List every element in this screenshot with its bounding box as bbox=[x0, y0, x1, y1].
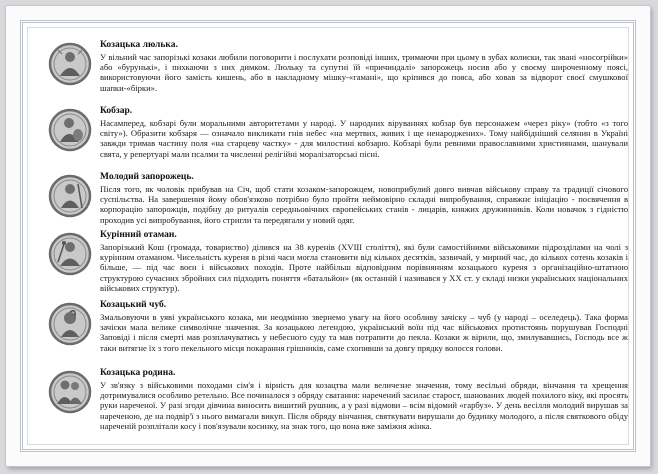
cossack-medal-icon bbox=[48, 108, 92, 152]
section-kurin-otaman bbox=[42, 230, 632, 300]
cossack-medal-icon bbox=[48, 302, 92, 346]
section-cossack-forelock bbox=[42, 300, 632, 366]
section-title: Козацький чуб. bbox=[100, 300, 167, 310]
section-young-cossack bbox=[42, 172, 632, 236]
section-body: Запорізький Кош (громада, товариство) ділився на 38 куренів (XVIII століття), які були самостійними військовими підрозділами на чолі з курінним отаманом. Чисельність куреня в різні часи могла становити від кількох десятків, зазвичай, у мирний час, до кількох сотень козаків і більше, — під час воєн і військових походів. Проте найбільш відповідним порівнянням козацького куреня з організаційно-штатною структурою сучасних збройних сил підходить поняття «батальйон» (як останній і називався у ХХ ст. у складі низки українських національних військових структур). bbox=[100, 242, 628, 293]
cossack-medal-icon bbox=[48, 232, 92, 276]
section-body: Змальовуючи в уяві українського козака, ми неодмінно звернемо увагу на його особливу зачіску – чуб (у народі – оселедець). Така форма зачіски мала велике символічне значення. За козацькою легендою, український воїн під час військових протистоянь порушував Господні Заповіді і після смерті мав розплачуватись у небесного суду та мав потрапити до пекла. Козаки ж вірили, що, змилувавшись, Господь все ж таки витягне їх з того пекельного місця покарання грішників, саме схопивши за довгу прядку волосся голови. bbox=[100, 312, 628, 353]
section-kobzar bbox=[42, 106, 632, 170]
section-body: У вільний час запорізькі козаки любили поговорити і послухати розповіді інших, тримаючи при цьому в зубах колиски, так звані «носогрійки» або «бурунькі», і пихкаючи з них димком. Люльку та супутні їй «причиндалі» запорожець носив або у своєму широченному поясі, використовуючи його замість кишень, або в накладному мішку-«гамані», що кріпився до пояса, або ховав за відворот своєї смушкової шапки-«бірки». bbox=[100, 52, 628, 93]
cossack-medal-icon bbox=[48, 370, 92, 414]
section-cossack-family bbox=[42, 368, 632, 448]
section-title: Козацька родина. bbox=[100, 368, 176, 378]
section-pipe bbox=[42, 40, 632, 104]
section-title: Козацька люлька. bbox=[100, 40, 178, 50]
section-body: Насамперед, кобзарі були моральними авторитетами у народі. У народних віруваннях кобзар був персонажем «через ріку» (тобто «з того світу»). Образити кобзаря — означало викликати гнів небес «на мертвих, живих і ще ненароджених». Тому найбідніший селянин в Україні завжди тримав частину поля «на старцеву частку» - для милостині кобзарю. Кобзарі були ревними православними християнами, шанували свята, у репертуарі мали псалми та численні релігійні моралізаторські пісні. bbox=[100, 118, 628, 159]
cossack-medal-icon bbox=[48, 42, 92, 86]
cossack-medal-icon bbox=[48, 174, 92, 218]
section-title: Кобзар. bbox=[100, 106, 133, 116]
section-body: Після того, як чоловік прибував на Січ, щоб стати козаком-запорожцем, новоприбулий довго вивчав військову справу та традиції січового суспільства. На завершення йому обов'язково потрібно було пройти неймовірно складні випробування, справжнє ініціацію - посвячення в корпорацію запорожців, подібну до ритуалів середньовічних європейських станів - лицарів, княжих дружинників. Коли новачок з гідністю проходив усі випробування, його стригли та передягали у новий одяг. bbox=[100, 184, 628, 225]
section-body: У зв'язку з військовими походами сім'я і вірність для козацтва мали величезне значення, тому весільні обряди, вінчання та хрещення дотримувалися особливо ретельно. Все починалося з обряду сватання: наречений засилає старост, шанованих людей похилого віку, які просять руки нареченої. У разі згоди дівчина виносить вишитий рушник, а у разі відмови – всім відомий «гарбуз». У день весілля молодий вирушав за нареченою, де на подвір'ї з нього вимагали викуп. Після обряду вінчання, святкувати вирушали до будинку молодого, а після святкового обіду нареченій розплітали косу і пов'язували косинку, на знак того, що вона вже заміжня жінка. bbox=[100, 380, 628, 431]
document-sheet bbox=[6, 6, 650, 466]
section-title: Молодий запорожець. bbox=[100, 172, 194, 182]
section-title: Курінний отаман. bbox=[100, 230, 177, 240]
